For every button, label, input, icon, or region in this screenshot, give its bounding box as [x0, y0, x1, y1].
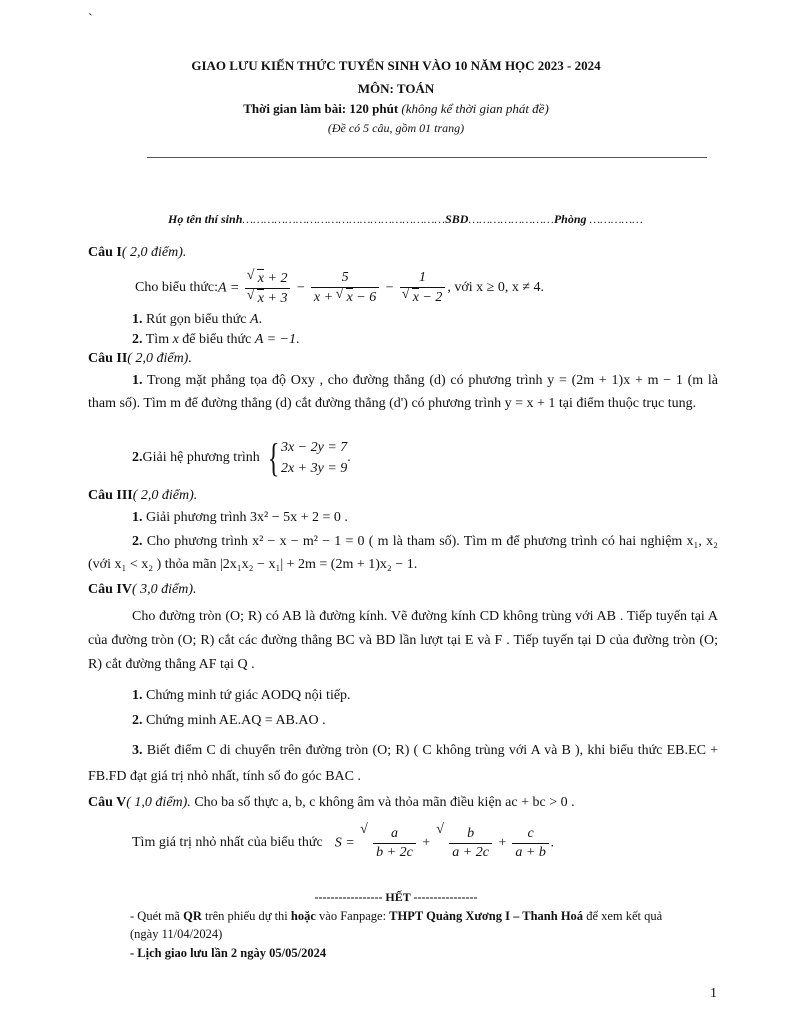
q5-points: ( 1,0 điểm).	[126, 795, 191, 810]
q3-part1-number: 1.	[132, 510, 143, 525]
footer-line1-c: vào Fanpage:	[315, 909, 390, 923]
footer-hoac: hoặc	[290, 909, 316, 923]
student-name-dots: …………………………………………………	[242, 212, 446, 226]
q1-part2-eq: A = −1	[254, 332, 297, 347]
q5-label: Câu V	[88, 795, 127, 810]
q5-find: Tìm giá trị nhỏ nhất của biểu thức	[132, 835, 323, 850]
footer-line1-b: trên phiếu dự thi	[201, 909, 291, 923]
q1-formula: A = √ x + 2 √ x + 3 − $\frac{5}{x + √ x - 6}$ − 1 √ x − 2	[218, 269, 447, 308]
q1-label: Câu I	[88, 245, 122, 260]
q2-part2-end: .	[347, 450, 351, 465]
q1-condition: , với x ≥ 0, x ≠ 4.	[447, 280, 545, 295]
q1-part2	[132, 332, 300, 348]
footer-line2: (ngày 11/04/2024)	[130, 927, 223, 941]
student-info-line	[168, 212, 643, 227]
q4-intro: Cho đường tròn (O; R) có AB là đường kính. Vẽ đường kính CD không trùng với AB . Tiếp tuyến tại A của đường tròn (O; R) cắt các đường thẳng BC và BD lần lượt tại E và F . Tiếp tuyến tại D của đường tròn (O; R) cắt đường thẳng AF tại Q .	[88, 609, 718, 672]
q2-part2-number: 2.	[132, 450, 143, 465]
system-eq2: 2x + 3y = 9	[280, 461, 348, 476]
sbd-dots: ……………………	[468, 212, 554, 226]
q4-part2-number: 2.	[132, 713, 143, 728]
q1-intro: Cho biểu thức:	[135, 280, 219, 295]
q2-part1	[88, 369, 718, 415]
header-divider	[147, 157, 707, 158]
footer-line1-d: để xem kết quả	[583, 909, 663, 923]
q1-part2-text-a: Tìm	[142, 332, 173, 347]
q2-part2-text: Giải hệ phương trình	[142, 450, 260, 465]
q4-part1-text: Chứng minh tứ giác AODQ nội tiếp.	[142, 688, 351, 703]
footer-line3: - Lịch giao lưu lần 2 ngày 05/05/2024	[130, 946, 327, 960]
footer-line1	[130, 909, 662, 924]
q4-part2	[132, 713, 326, 729]
q1-part2-text-b: để biểu thức	[178, 332, 255, 347]
q1-part2-var: x	[172, 332, 179, 347]
q4-part2-text: Chứng minh AE.AQ = AB.AO .	[142, 713, 326, 728]
student-name-label: Họ tên thí sinh	[168, 212, 243, 226]
system-eq1: 3x − 2y = 7	[280, 440, 348, 455]
q3-heading	[88, 488, 197, 504]
q1-part2-end: .	[296, 332, 300, 347]
q1-part1-number: 1.	[132, 312, 143, 327]
q4-part1-number: 1.	[132, 688, 143, 703]
q5-text: Cho ba số thực a, b, c không âm và thỏa mãn điều kiện ac + bc > 0 .	[190, 795, 575, 810]
time-line	[0, 101, 792, 117]
sbd-label: SBD	[445, 212, 469, 226]
q2-points: ( 2,0 điểm).	[127, 351, 192, 366]
q3-label: Câu III	[88, 488, 133, 503]
q4-heading	[88, 582, 197, 598]
room-dots: ……………	[586, 212, 643, 226]
q5-expression	[132, 818, 554, 868]
footer-line1-a: - Quét mã	[130, 909, 184, 923]
q4-points: ( 3,0 điểm).	[131, 582, 197, 597]
q4-part3-text: Biết điểm C di chuyển trên đường tròn (O; R) ( C không trùng với A và B ), khi biểu thức EB.EC + FB.FD đạt giá trị nhỏ nhất, tính số đo góc BAC .	[88, 743, 718, 784]
q1-part1	[132, 312, 262, 328]
system-brace: {	[267, 435, 280, 480]
q2-part1-text: Trong mặt phẳng tọa độ Oxy , cho đường thẳng (d) có phương trình y = (2m + 1)x + m − 1 (m là tham số). Tìm m để đường thẳng (d) cắt đường thẳng (d') có phương trình y = x + 1 tại điểm thuộc trục tung.	[88, 373, 718, 411]
q2-heading	[88, 351, 192, 367]
q1-part1-text: Rút gọn biểu thức	[142, 312, 251, 327]
q2-part2	[132, 436, 351, 480]
q3-part1	[132, 510, 348, 526]
q5-heading	[88, 795, 575, 811]
equation-system	[281, 437, 347, 479]
q4-label: Câu IV	[88, 582, 132, 597]
q1-part1-var: A	[250, 312, 259, 327]
q3-part2-number: 2.	[132, 534, 143, 549]
q4-part3	[88, 738, 718, 790]
q3-part2-text: Cho phương trình x² − x − m² − 1 = 0 ( m là tham số). Tìm m để phương trình có hai nghiệm x₁, x₂ (với x₁ < x₂ ) thỏa mãn |2x₁x₂ − x₁| + 2m = (2m + 1)x₂ − 1.	[88, 534, 718, 572]
q3-points: ( 2,0 điểm).	[132, 488, 198, 503]
q3-part2	[88, 530, 718, 576]
q1-part1-end: .	[258, 312, 263, 327]
q1-part2-number: 2.	[132, 332, 143, 347]
exam-title: GIAO LƯU KIẾN THỨC TUYỂN SINH VÀO 10 NĂM HỌC 2023 - 2024	[191, 58, 601, 73]
footer-fanpage: THPT Quảng Xương I – Thanh Hoá	[389, 909, 584, 923]
page-number: 1	[710, 986, 717, 1001]
q2-part1-number: 1.	[132, 373, 143, 388]
end-marker: ----------------- HẾT ----------------	[314, 890, 478, 904]
room-label: Phòng	[553, 212, 587, 226]
q4-part1	[132, 688, 351, 704]
subject-title: MÔN: TOÁN	[357, 81, 435, 96]
q2-label: Câu II	[88, 351, 128, 366]
q1-points: ( 2,0 điểm).	[121, 245, 187, 260]
tick-mark: `	[88, 12, 93, 27]
q3-part1-text: Giải phương trình 3x² − 5x + 2 = 0 .	[142, 510, 348, 525]
exam-note: (Đề có 5 câu, gồm 01 trang)	[327, 121, 465, 135]
q5-formula: S = √ $\frac{a}{b + 2c}$ + √ $\frac{b}{a + 2c}$ + $\frac{c}{a + b}$ .	[335, 825, 555, 862]
q4-part3-number: 3.	[132, 743, 143, 758]
time-italic: (không kể thời gian phát đề)	[401, 101, 549, 116]
footer-qr: QR	[183, 909, 202, 923]
q1-expression	[135, 263, 544, 313]
time-bold: Thời gian làm bài: 120 phút	[243, 101, 399, 116]
q1-heading	[88, 245, 186, 261]
